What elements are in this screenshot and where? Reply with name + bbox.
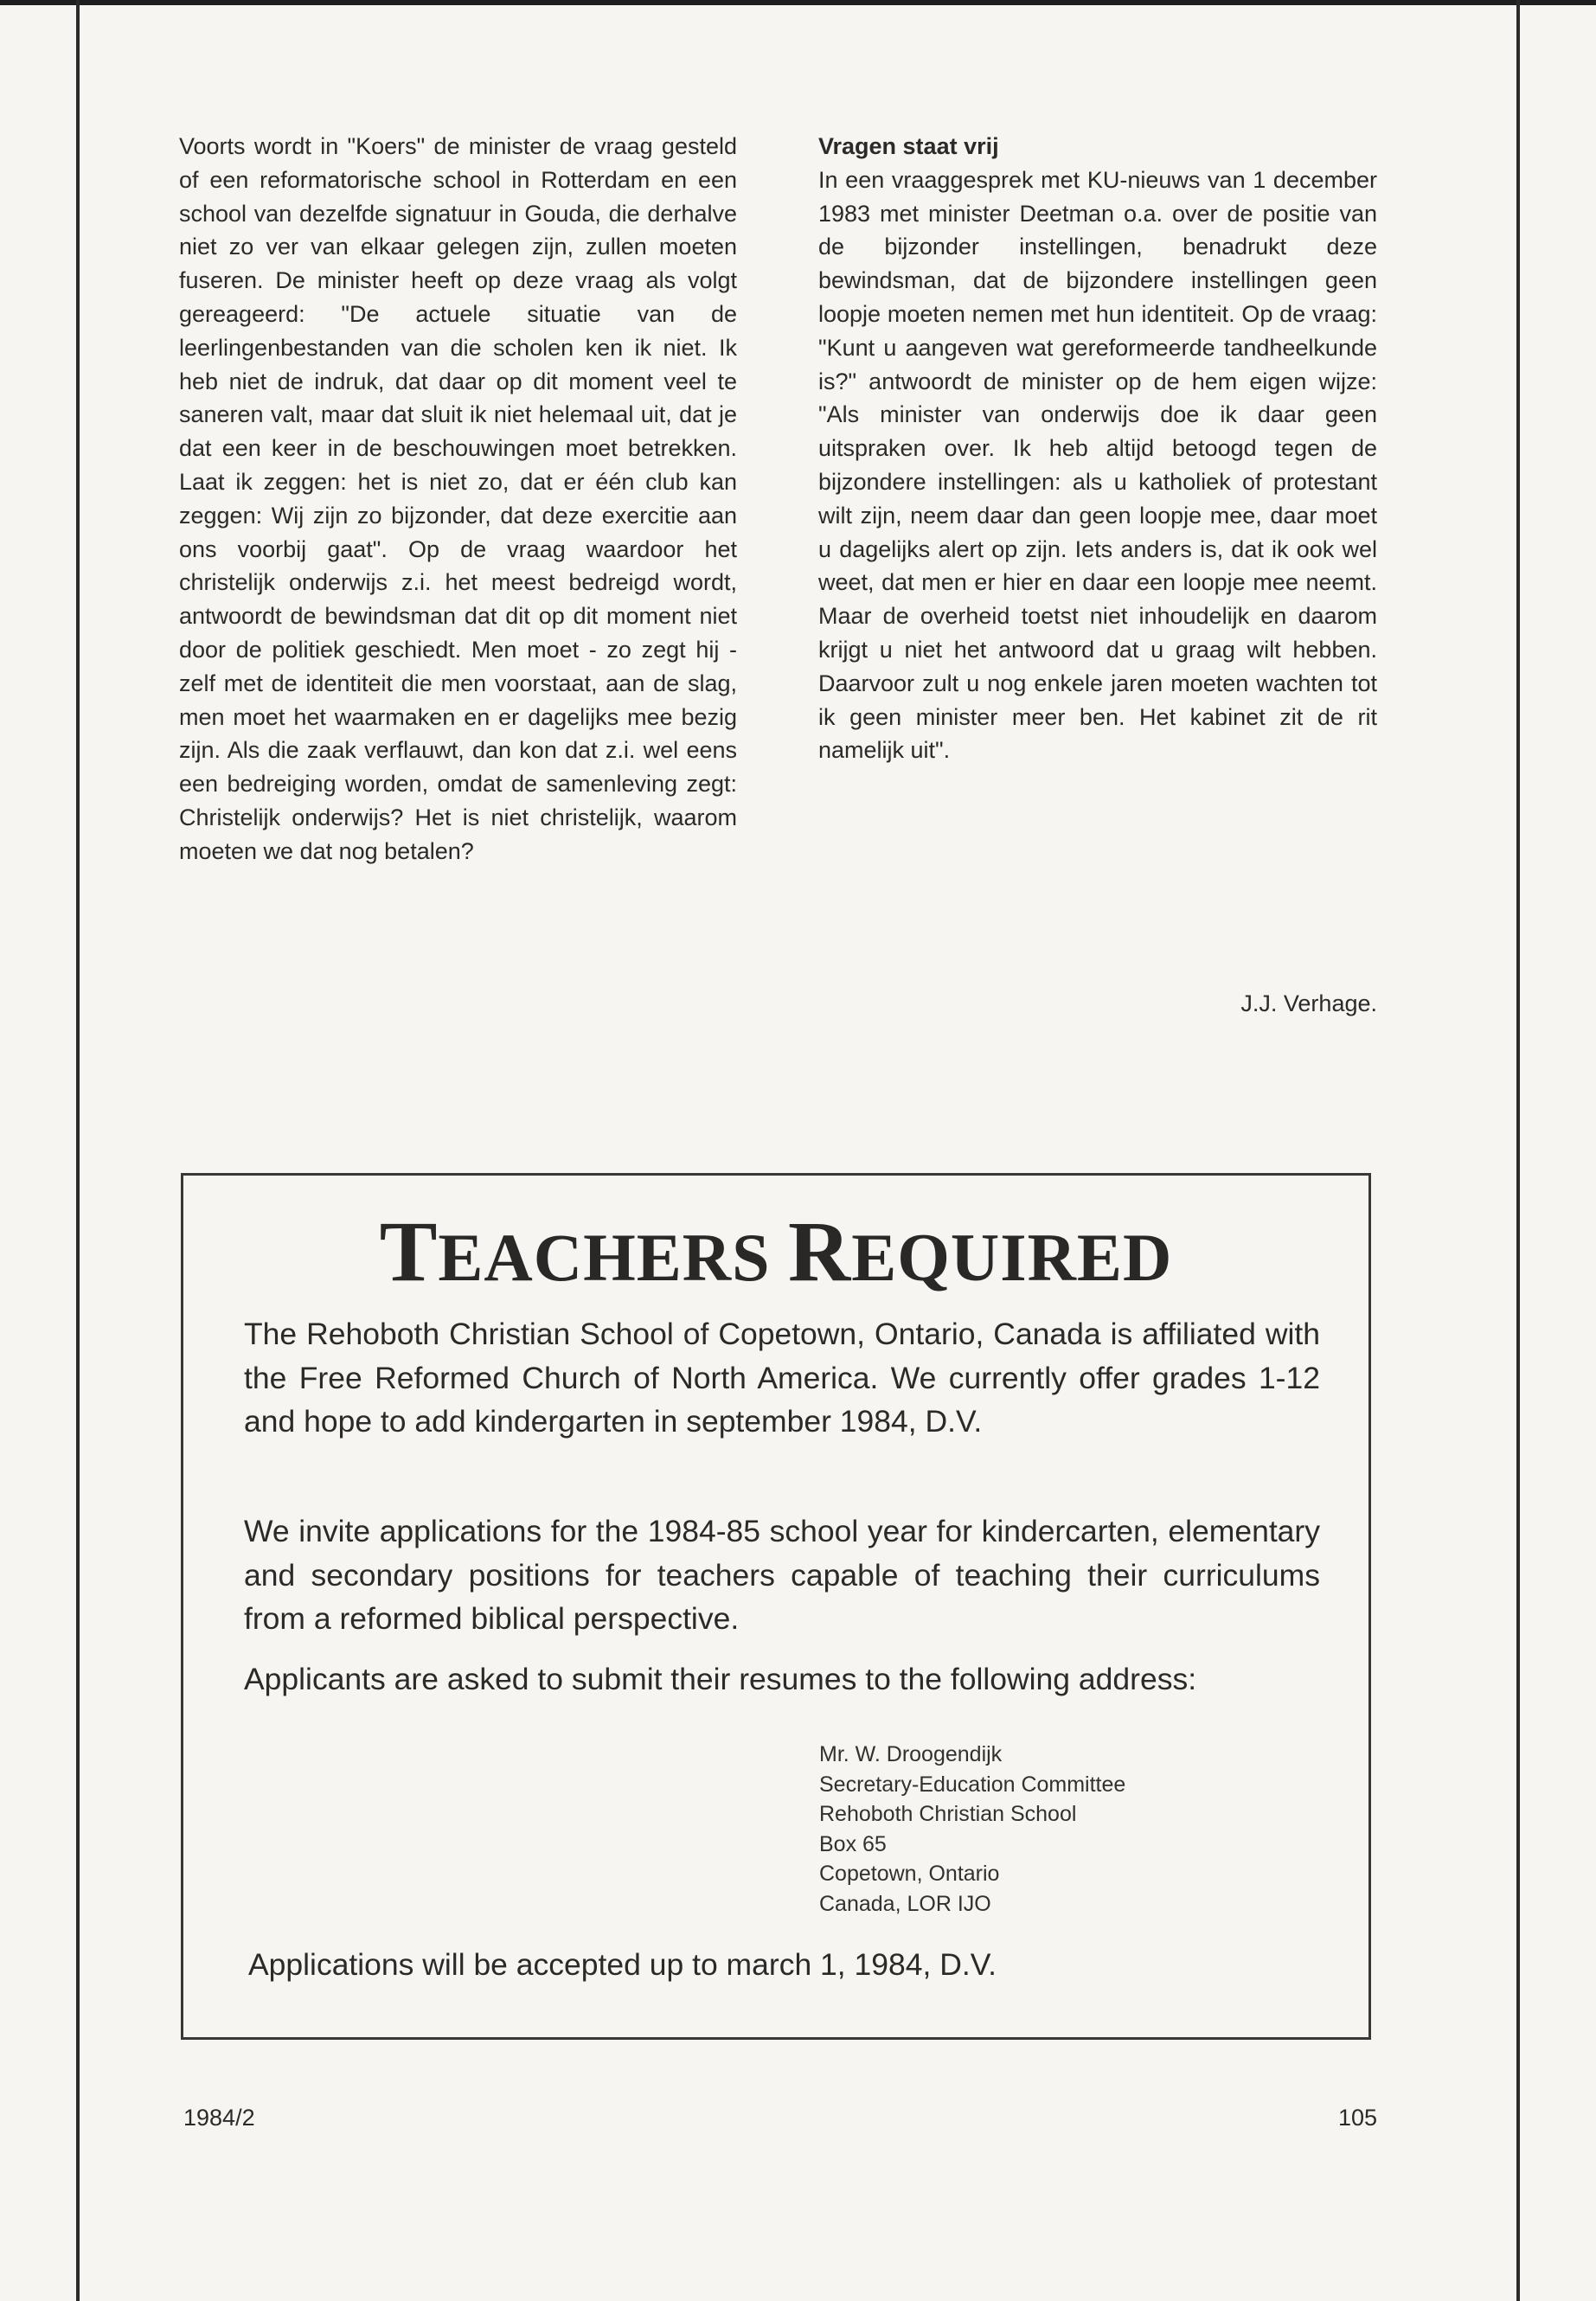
advert-paragraph-apply: Applicants are asked to submit their resumes to the following address: xyxy=(244,1662,1197,1696)
advert-paragraph-positions: We invite applications for the 1984-85 school year for kindercarten, elementary and secondary positions for teachers capable of teaching their curriculums from a reformed biblical perspective. xyxy=(244,1514,1320,1636)
address-line: Rehoboth Christian School xyxy=(819,1802,1077,1827)
issue-number: 1984/2 xyxy=(183,2105,255,2131)
author-signature: J.J. Verhage. xyxy=(1240,990,1377,1016)
advert-deadline: Applications will be accepted up to march 1, 1984, D.V. xyxy=(248,1947,997,1982)
advert-paragraph-intro: The Rehoboth Christian School of Copetown, Ontario, Canada is affiliated with the Free Reformed Church of North America. We currently offer grades 1-12 and hope to add kindergarten in september 1984, D.V. xyxy=(244,1317,1320,1439)
scan-edge-top xyxy=(0,0,1596,5)
address-line: Copetown, Ontario xyxy=(819,1862,1000,1887)
advert-title-word-2-rest: EQUIRED xyxy=(851,1220,1173,1295)
advertisement-box xyxy=(181,1173,1371,2040)
article-right-column xyxy=(818,130,1377,767)
advert-title-initial-r: R xyxy=(788,1203,852,1299)
mailing-address xyxy=(819,1740,1125,1920)
scan-edge-left xyxy=(76,0,80,2301)
right-column-text: In een vraaggesprek met KU-nieuws van 1 december 1983 met minister Deetman o.a. over de positie van de bijzonder instellingen, benadrukt deze bewindsman, dat de bijzondere instellingen geen loopje moeten nemen met hun identiteit. Op de vraag: "Kunt u aangeven wat gereformeerde tandheelkunde is?" antwoordt de minister op de hem eigen wijze: "Als minister van onderwijs doe ik daar geen uitspraken over. Ik heb altijd betoogd tegen de bijzondere instellingen: als u katholiek of protestant wilt zijn, neem daar dan geen loopje mee, daar moet u dagelijks alert op zijn. Iets anders is, dat ik ook wel weet, dat men er hier en daar een loopje mee neemt. Maar de overheid toetst niet inhoudelijk en daarom krijgt u niet het antwoord dat u graag wilt hebben. Daarvoor zult u nog enkele jaren moeten wachten tot ik geen minister meer ben. Het kabinet zit de rit namelijk uit". xyxy=(818,166,1377,764)
address-line: Mr. W. Droogendijk xyxy=(819,1742,1003,1766)
advert-title-word-1-rest: EACHERS xyxy=(438,1220,771,1295)
left-column-text: Voorts wordt in "Koers" de minister de vraag gesteld of een reformatorische school in Rotterdam en een school van dezelfde signatuur in Gouda, die derhalve niet zo ver van elkaar gelegen zijn, zullen moeten fuseren. De minister heeft op deze vraag als volgt gereageerd: "De actuele situatie van de leerlingenbestanden van die scholen ken ik niet. Ik heb niet de indruk, dat daar op dit moment veel te saneren valt, maar dat sluit ik niet helemaal uit, dat je dat een keer in de beschouwingen moet betrekken. Laat ik zeggen: het is niet zo, dat er één club kan zeggen: Wij zijn zo bijzonder, dat deze exercitie aan ons voorbij gaat". Op de vraag waardoor het christelijk onderwijs z.i. het meest bedreigd wordt, antwoordt de bewindsman dat dit op dit moment niet door de politiek geschiedt. Men moet - zo zegt hij - zelf met de identiteit die men voorstaat, aan de slag, men moet het waarmaken en er dagelijks mee bezig zijn. Als die zaak verflauwt, dan kon dat z.i. wel eens een bedreiging worden, omdat de samenleving zegt: Christelijk onderwijs? Het is niet christelijk, waarom moeten we dat nog betalen? xyxy=(179,133,737,864)
address-line: Canada, LOR IJO xyxy=(819,1891,991,1916)
advert-title-initial-t: T xyxy=(379,1203,439,1299)
section-heading: Vragen staat vrij xyxy=(818,133,999,159)
advert-title xyxy=(183,1202,1368,1301)
page-number: 105 xyxy=(1337,2105,1377,2131)
article-left-column xyxy=(179,130,737,868)
address-line: Secretary-Education Committee xyxy=(819,1772,1126,1797)
address-line: Box 65 xyxy=(819,1831,887,1856)
scan-edge-right xyxy=(1516,0,1520,2301)
